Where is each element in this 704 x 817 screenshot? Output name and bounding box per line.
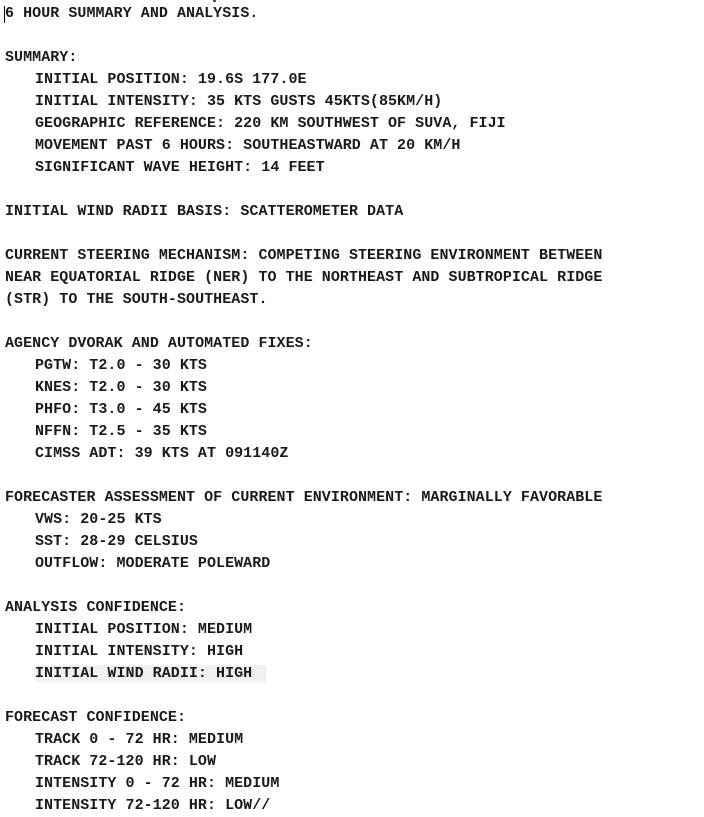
blank-line	[5, 465, 701, 487]
forecast-confidence-intensity-72-120: INTENSITY 72-120 HR: LOW//	[35, 797, 271, 814]
text-cursor	[4, 6, 5, 23]
analysis-confidence-wind-radii: INITIAL WIND RADII: HIGH	[35, 665, 266, 682]
document-title: 6 HOUR SUMMARY AND ANALYSIS.	[5, 5, 259, 22]
summary-wave-height: SIGNIFICANT WAVE HEIGHT: 14 FEET	[35, 159, 325, 176]
wind-radii-basis: INITIAL WIND RADII BASIS: SCATTEROMETER DATA	[5, 203, 404, 220]
dvorak-fix-pgtw: PGTW: T2.0 - 30 KTS	[35, 357, 207, 374]
dvorak-fix-nffn: NFFN: T2.5 - 35 KTS	[35, 423, 207, 440]
environment-vws: VWS: 20-25 KTS	[35, 511, 162, 528]
steering-line-2: NEAR EQUATORIAL RIDGE (NER) TO THE NORTHEAST AND SUBTROPICAL RIDGE	[5, 269, 603, 286]
summary-initial-position: INITIAL POSITION: 19.6S 177.0E	[35, 71, 307, 88]
environment-sst: SST: 28-29 CELSIUS	[35, 533, 198, 550]
dvorak-fix-phfo: PHFO: T3.0 - 45 KTS	[35, 401, 207, 418]
dvorak-heading: AGENCY DVORAK AND AUTOMATED FIXES:	[5, 335, 313, 352]
steering-line-3: (STR) TO THE SOUTH-SOUTHEAST.	[5, 291, 268, 308]
blank-line	[5, 311, 701, 333]
blank-line	[5, 575, 701, 597]
dvorak-fix-knes: KNES: T2.0 - 30 KTS	[35, 379, 207, 396]
forecast-confidence-heading: FORECAST CONFIDENCE:	[5, 709, 187, 726]
blank-line	[5, 25, 701, 47]
summary-initial-intensity: INITIAL INTENSITY: 35 KTS GUSTS 45KTS(85KM/H)	[35, 93, 443, 110]
blank-line	[5, 685, 701, 707]
environment-outflow: OUTFLOW: MODERATE POLEWARD	[35, 555, 271, 572]
blank-line	[5, 179, 701, 201]
analysis-confidence-position: INITIAL POSITION: MEDIUM	[35, 621, 253, 638]
forecast-confidence-track-72-120: TRACK 72-120 HR: LOW	[35, 753, 217, 770]
summary-geographic-reference: GEOGRAPHIC REFERENCE: 220 KM SOUTHWEST OF SUVA, FIJI	[35, 115, 506, 132]
forecast-confidence-track-0-72: TRACK 0 - 72 HR: MEDIUM	[35, 731, 244, 748]
analysis-confidence-intensity: INITIAL INTENSITY: HIGH	[35, 643, 244, 660]
summary-heading: SUMMARY:	[5, 49, 78, 66]
environment-heading: FORECASTER ASSESSMENT OF CURRENT ENVIRONMENT: MARGINALLY FAVORABLE	[5, 489, 603, 506]
dvorak-fix-cimss-adt: CIMSS ADT: 39 KTS AT 091140Z	[35, 445, 289, 462]
analysis-confidence-heading: ANALYSIS CONFIDENCE:	[5, 599, 187, 616]
summary-movement: MOVEMENT PAST 6 HOURS: SOUTHEASTWARD AT 20 KM/H	[35, 137, 461, 154]
scroll-artifact	[213, 0, 216, 2]
forecast-confidence-intensity-0-72: INTENSITY 0 - 72 HR: MEDIUM	[35, 775, 280, 792]
bulletin-text[interactable]	[5, 3, 701, 817]
analysis-confidence-wind-radii-row	[5, 663, 701, 685]
steering-line-1: CURRENT STEERING MECHANISM: COMPETING STEERING ENVIRONMENT BETWEEN	[5, 247, 603, 264]
blank-line	[5, 223, 701, 245]
